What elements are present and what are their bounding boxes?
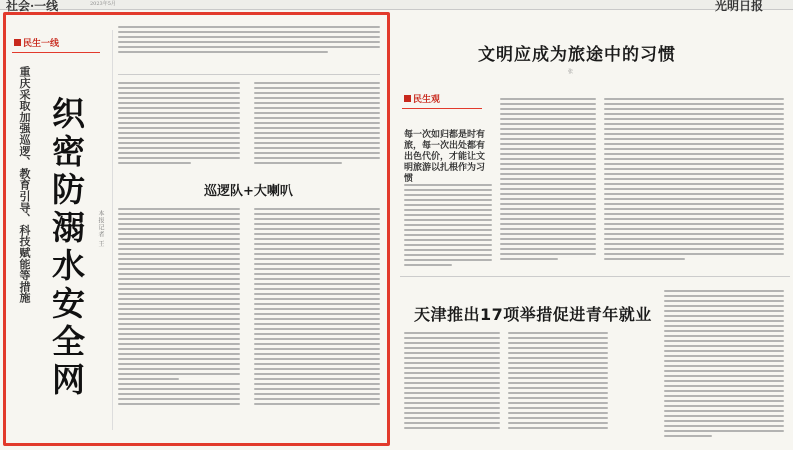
right-article-deck: 每一次如归都是时有旅，每一次出处都有出色代价，才能让文明旅游以扎根作为习惯: [404, 130, 486, 184]
article-title: 织密防溺水安全网: [47, 96, 86, 400]
masthead: [0, 0, 793, 13]
divider: [118, 74, 380, 75]
square-marker-icon: [404, 95, 411, 102]
body-col-3: [118, 208, 240, 408]
tag-underline: [12, 52, 100, 53]
tag-minshengguan: [404, 92, 440, 105]
publication-name: 光明日报: [714, 0, 763, 13]
right-body-col-1: [404, 184, 492, 269]
right-article-title: 文明应成为旅途中的习惯: [478, 45, 676, 65]
tag-underline: [402, 108, 482, 109]
tag-minsheng-yixian: [14, 36, 59, 49]
column-rule: [112, 30, 113, 430]
article-subtitle: 重庆采取加强巡逻、教育引导、科技赋能等措施: [18, 66, 31, 304]
body-col-2: [254, 82, 380, 167]
divider: [400, 276, 790, 277]
employment-article-title: 天津推出17项举措促进青年就业: [414, 305, 652, 324]
body-col-4: [254, 208, 380, 408]
body-text-top: [118, 26, 380, 56]
tag-label: 民生一线: [23, 39, 60, 49]
employment-col-3: [664, 290, 784, 440]
section-name: 社会·一线: [6, 0, 59, 13]
employment-col-2: [508, 332, 608, 432]
right-body-col-2: [500, 98, 596, 263]
right-article-author: 张: [568, 69, 574, 75]
body-col-1: [118, 82, 240, 167]
right-body-col-3: [604, 98, 784, 263]
issue-date: 2023年5月: [90, 1, 116, 7]
square-marker-icon: [14, 39, 21, 46]
tag-label: 民生观: [413, 95, 441, 105]
section-heading: 巡逻队+大喇叭: [204, 184, 293, 199]
article-byline: 本报记者 王: [97, 210, 104, 248]
employment-col-1: [404, 332, 500, 432]
